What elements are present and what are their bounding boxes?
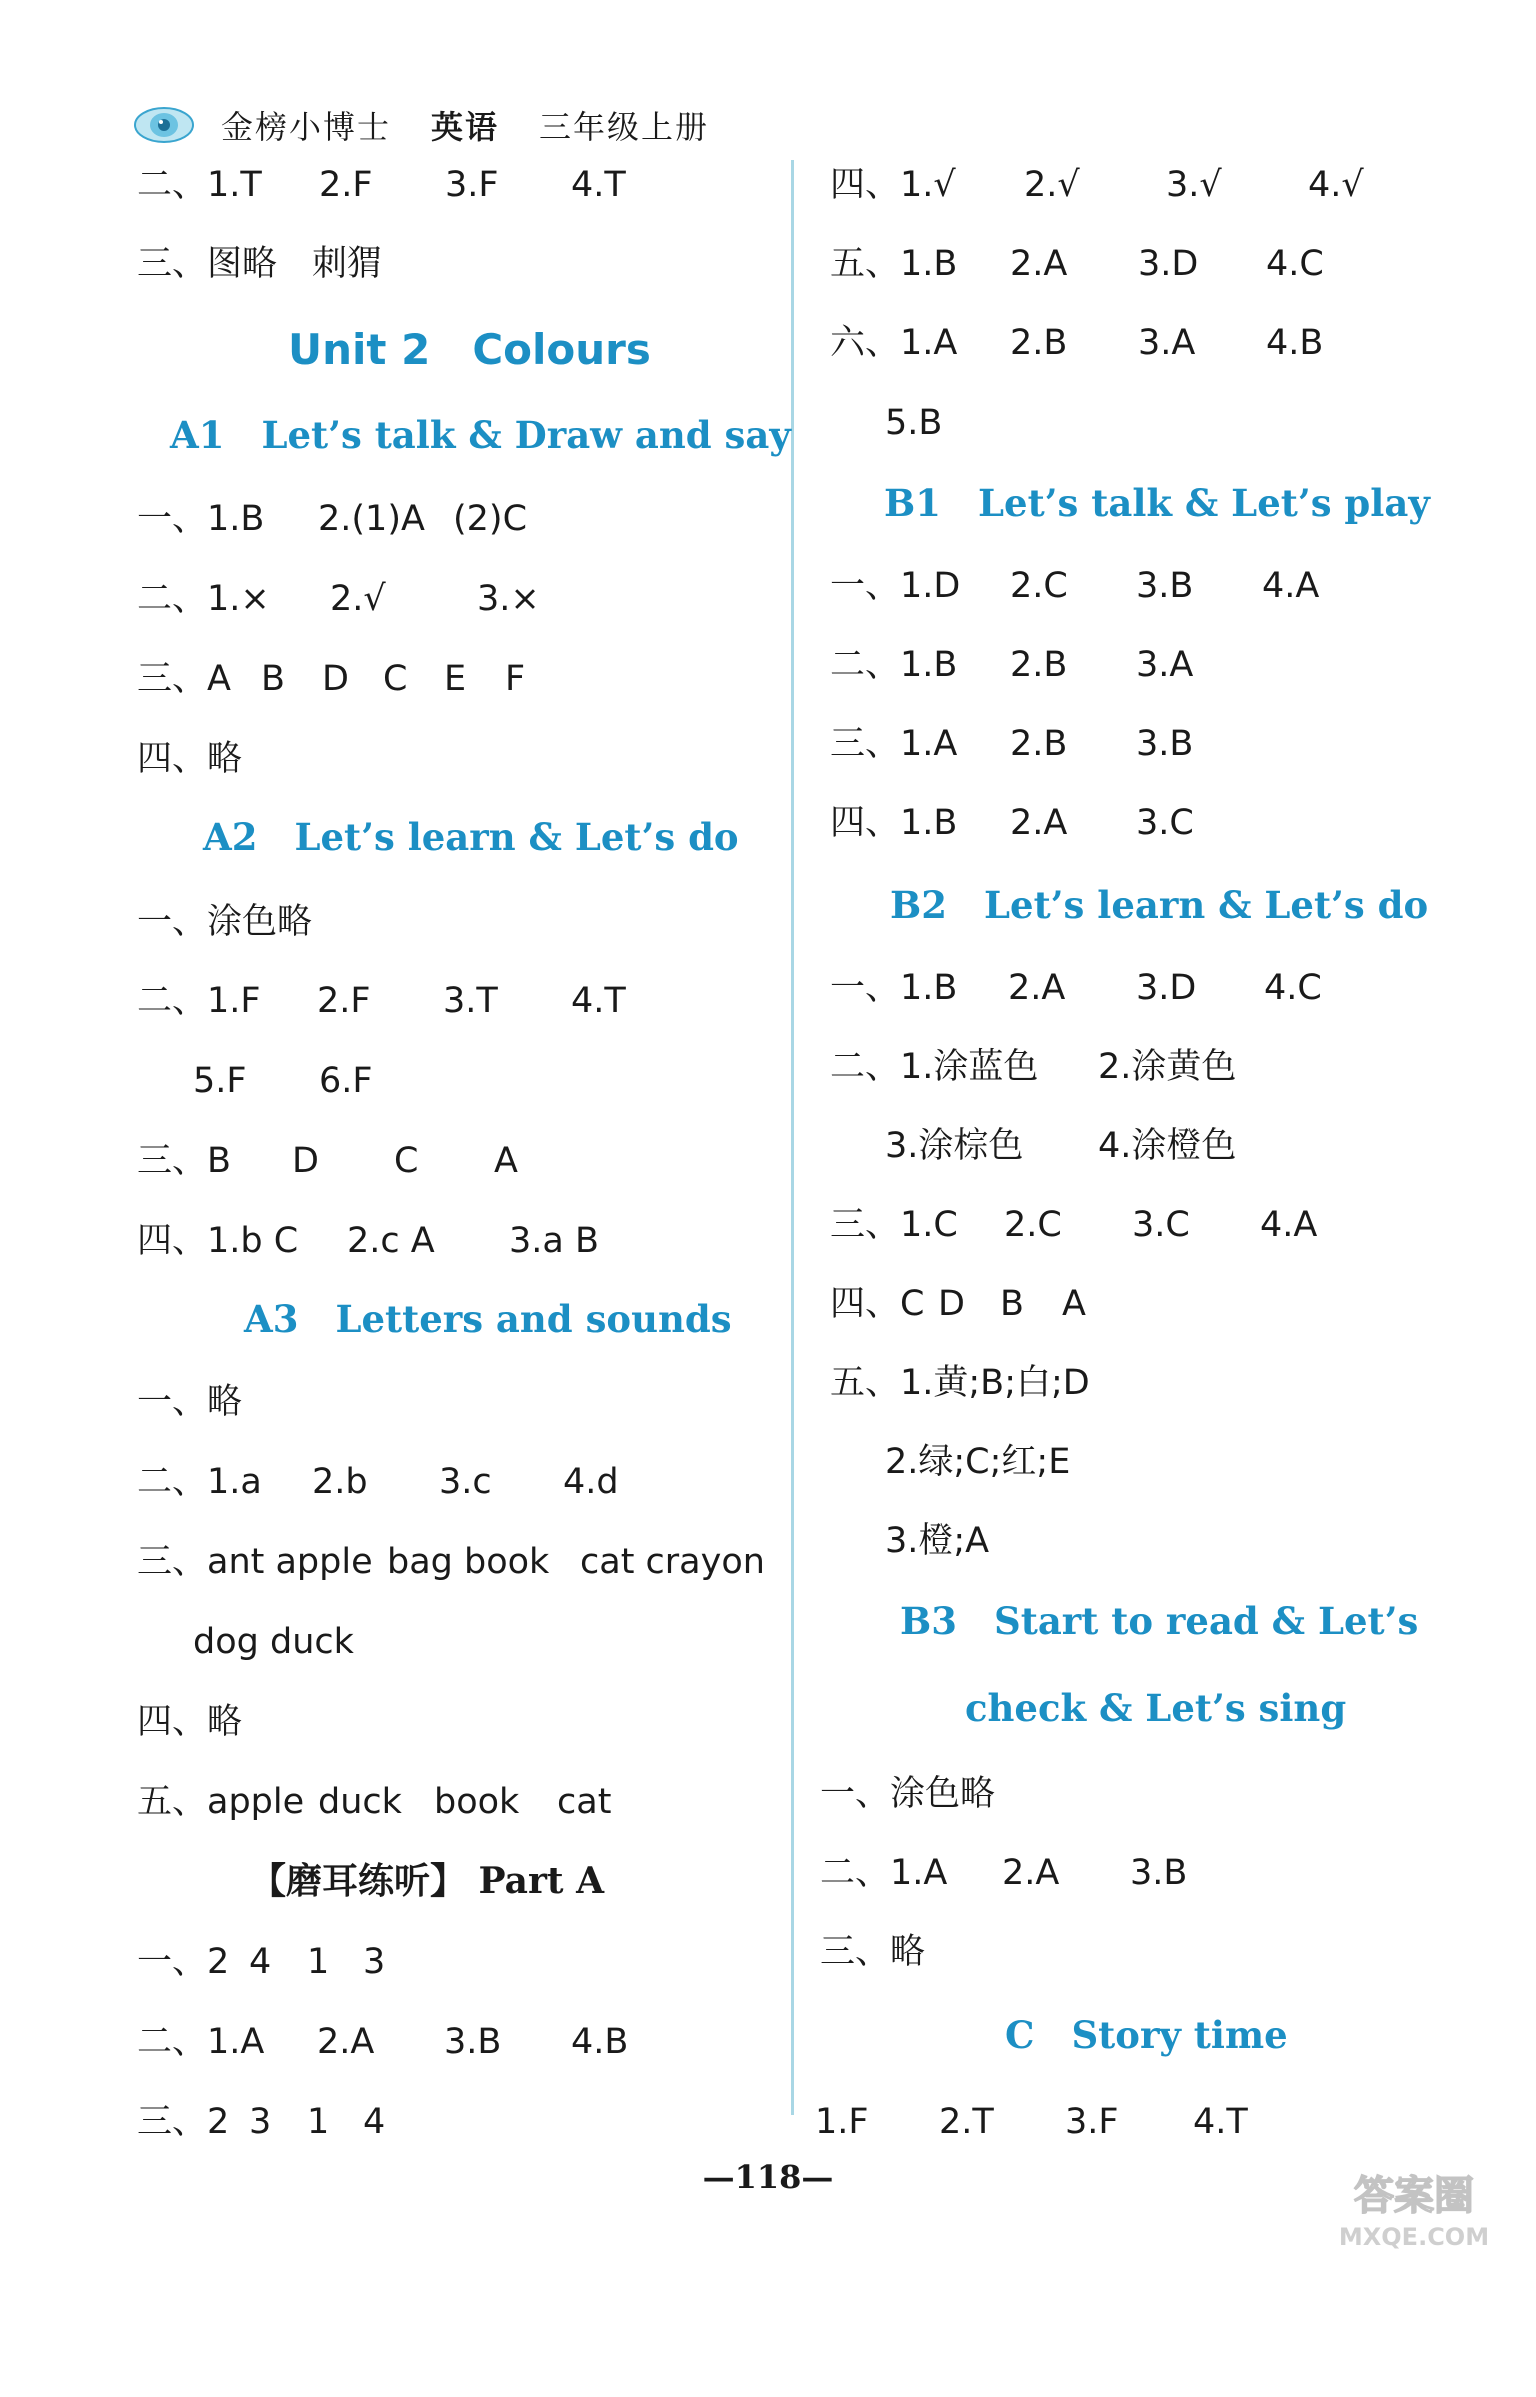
answer-cell: 4.C <box>1264 968 1322 1008</box>
answer-cell: 5.B <box>885 403 943 443</box>
answer-cell: 4.√ <box>1308 165 1364 205</box>
section-heading-a1: A1 Let’s talk & Draw and say <box>170 413 791 457</box>
answer-cell: 4.C <box>1266 244 1324 284</box>
section-heading-b3-cont: check & Let’s sing <box>965 1686 1347 1730</box>
answer-cell: 2.A <box>1002 1853 1060 1893</box>
answer-cell: 4.B <box>571 2022 629 2062</box>
answer-cell: 三、略 <box>820 1932 926 1972</box>
answer-cell: A <box>494 1141 518 1181</box>
answer-cell: 4.d <box>563 1462 619 1502</box>
page-number: —118— <box>702 2158 834 2196</box>
answer-cell: 2.A <box>1008 968 1066 1008</box>
answer-cell: 四、略 <box>137 739 243 779</box>
answer-cell: E <box>444 659 467 699</box>
answer-cell: 三、1.C <box>830 1205 958 1245</box>
answer-cell: 3.a B <box>509 1221 599 1261</box>
answer-cell: 3.F <box>445 165 499 205</box>
answer-cell: 2.B <box>1010 724 1068 764</box>
answer-cell: 四、1.√ <box>830 165 956 205</box>
answer-cell: 4.B <box>1266 323 1324 363</box>
watermark-top-text: 答案圈 <box>1354 2173 1474 2219</box>
answer-cell: 3.B <box>1136 724 1194 764</box>
answer-cell: 2.√ <box>330 579 386 619</box>
answer-cell: 二、1.T <box>137 165 262 205</box>
answer-cell: 一、2 <box>137 1942 230 1982</box>
answer-cell: 3.橙;A <box>885 1521 990 1561</box>
answer-cell: 五、1.黄;B;白;D <box>830 1363 1090 1403</box>
section-heading-c: C Story time <box>1005 2013 1288 2057</box>
answer-cell: 4.T <box>571 981 626 1021</box>
section-heading-listening: 【磨耳练听】 Part A <box>250 1860 605 1902</box>
answer-cell: 6.F <box>319 1061 373 1101</box>
answer-cell: 1 <box>307 2102 330 2142</box>
answer-cell: 四、1.b C <box>137 1221 299 1261</box>
answer-cell: 3.√ <box>1166 165 1222 205</box>
answer-cell: D <box>292 1141 319 1181</box>
answer-cell: 3.c <box>439 1462 492 1502</box>
answer-cell: 二、1.× <box>137 579 270 619</box>
book-brand: 金榜小博士 <box>221 108 392 146</box>
answer-cell: 一、略 <box>137 1382 243 1422</box>
answer-cell: 二、1.涂蓝色 <box>830 1047 1039 1087</box>
answer-cell: 五、apple <box>137 1782 305 1822</box>
answer-row <box>137 239 383 389</box>
book-grade: 三年级上册 <box>539 108 710 146</box>
answer-cell: B <box>1000 1284 1025 1324</box>
answer-cell: 4.T <box>571 165 626 205</box>
answer-cell: 3.D <box>1136 968 1197 1008</box>
answer-cell: 2.b <box>312 1462 368 1502</box>
answer-cell: 4.T <box>1193 2102 1248 2142</box>
answer-cell: 5.F <box>193 1061 247 1101</box>
answer-cell: 2.c A <box>347 1221 435 1261</box>
answer-row <box>820 1927 926 2077</box>
answer-cell: B <box>261 659 286 699</box>
answer-cell: 2.C <box>1004 1205 1062 1245</box>
answer-cell: 三、B <box>137 1141 232 1181</box>
answer-cell: 4 <box>249 1942 272 1982</box>
answer-cell: 一、1.B <box>137 499 265 539</box>
answer-cell: 3.C <box>1136 803 1194 843</box>
answer-cell: 2.F <box>317 981 371 1021</box>
answer-cell: 2.A <box>1010 803 1068 843</box>
answer-cell: 3.C <box>1132 1205 1190 1245</box>
answer-cell: D <box>938 1284 965 1324</box>
answer-cell: 三、1.A <box>830 724 958 764</box>
answer-cell: 五、1.B <box>830 244 958 284</box>
answer-cell: C <box>394 1141 419 1181</box>
answer-cell: 二、1.A <box>137 2022 265 2062</box>
answer-cell: (2)C <box>453 499 528 539</box>
answer-cell: 2.√ <box>1024 165 1080 205</box>
answer-cell: 一、1.B <box>830 968 958 1008</box>
answer-cell: 三、A <box>137 659 231 699</box>
answer-cell: 3 <box>363 1942 386 1982</box>
answer-cell: 2.涂黄色 <box>1098 1047 1237 1087</box>
answer-cell: 3.A <box>1136 645 1194 685</box>
answer-cell: 2.A <box>1010 244 1068 284</box>
answer-cell: 1 <box>307 1942 330 1982</box>
answer-cell: bag book <box>387 1542 550 1582</box>
eye-logo-icon <box>133 105 195 145</box>
answer-cell: 4.A <box>1260 1205 1318 1245</box>
section-heading-a3: A3 Letters and sounds <box>244 1297 732 1341</box>
answer-cell: 二、1.a <box>137 1462 262 1502</box>
answer-cell: 二、1.F <box>137 981 261 1021</box>
section-heading-b3: B3 Start to read & Let’s <box>900 1599 1419 1643</box>
watermark-logo-icon <box>1314 2163 1514 2253</box>
answer-row <box>137 2097 386 2397</box>
answer-cell: 四、C <box>830 1284 925 1324</box>
answer-cell: A <box>1062 1284 1086 1324</box>
answer-cell: 3.B <box>444 2022 502 2062</box>
answer-cell: 四、1.B <box>830 803 958 843</box>
answer-cell: C <box>383 659 408 699</box>
answer-cell: 3.T <box>443 981 498 1021</box>
answer-cell: 2.B <box>1010 645 1068 685</box>
section-heading-b1: B1 Let’s talk & Let’s play <box>884 481 1430 525</box>
answer-cell: 4.涂橙色 <box>1098 1126 1237 1166</box>
answer-cell: 1.F <box>815 2102 869 2142</box>
answer-row <box>137 734 243 884</box>
answer-cell: 2.B <box>1010 323 1068 363</box>
section-heading-a2: A2 Let’s learn & Let’s do <box>203 815 739 859</box>
answer-cell: 2.T <box>939 2102 994 2142</box>
answer-cell: 二、1.A <box>820 1853 948 1893</box>
book-subject: 英语 <box>431 108 500 146</box>
answer-cell: 3.D <box>1138 244 1199 284</box>
answer-cell: D <box>322 659 349 699</box>
answer-cell: 一、1.D <box>830 566 961 606</box>
answer-cell: 一、涂色略 <box>820 1774 996 1814</box>
answer-cell: 2.(1)A <box>318 499 425 539</box>
answer-cell: 一、涂色略 <box>137 902 313 942</box>
answer-cell: 3.A <box>1138 323 1196 363</box>
answer-cell: book <box>434 1782 520 1822</box>
answer-cell: 3.涂棕色 <box>885 1126 1024 1166</box>
answer-cell: 4 <box>363 2102 386 2142</box>
answer-cell: 3.F <box>1065 2102 1119 2142</box>
answer-cell: cat crayon <box>580 1542 765 1582</box>
answer-cell: 四、略 <box>137 1702 243 1742</box>
answer-row <box>815 2097 1248 2397</box>
section-heading-b2: B2 Let’s learn & Let’s do <box>890 883 1429 927</box>
answer-cell: 二、1.B <box>830 645 958 685</box>
unit-title: Unit 2 Colours <box>288 325 651 374</box>
watermark-bottom-text: MXQE.COM <box>1338 2223 1490 2251</box>
answer-cell: 六、1.A <box>830 323 958 363</box>
answer-cell: 3.B <box>1130 1853 1188 1893</box>
answer-cell: 2.绿;C;红;E <box>885 1442 1071 1482</box>
answer-cell: dog duck <box>193 1622 354 1662</box>
answer-cell: duck <box>318 1782 402 1822</box>
answer-cell: 2.C <box>1010 566 1068 606</box>
answer-cell: 2.F <box>319 165 373 205</box>
answer-cell: 3.B <box>1136 566 1194 606</box>
answer-cell: F <box>505 659 526 699</box>
answer-cell: 3.× <box>477 579 540 619</box>
answer-cell: 4.A <box>1262 566 1320 606</box>
answer-cell: 2.A <box>317 2022 375 2062</box>
answer-cell: 3 <box>249 2102 272 2142</box>
page-header <box>133 95 709 155</box>
answer-cell: 三、ant apple <box>137 1542 373 1582</box>
answer-cell: 三、图略 刺猬 <box>137 244 383 284</box>
answer-cell: 三、2 <box>137 2102 230 2142</box>
column-divider <box>791 160 794 2115</box>
answer-cell: cat <box>557 1782 612 1822</box>
